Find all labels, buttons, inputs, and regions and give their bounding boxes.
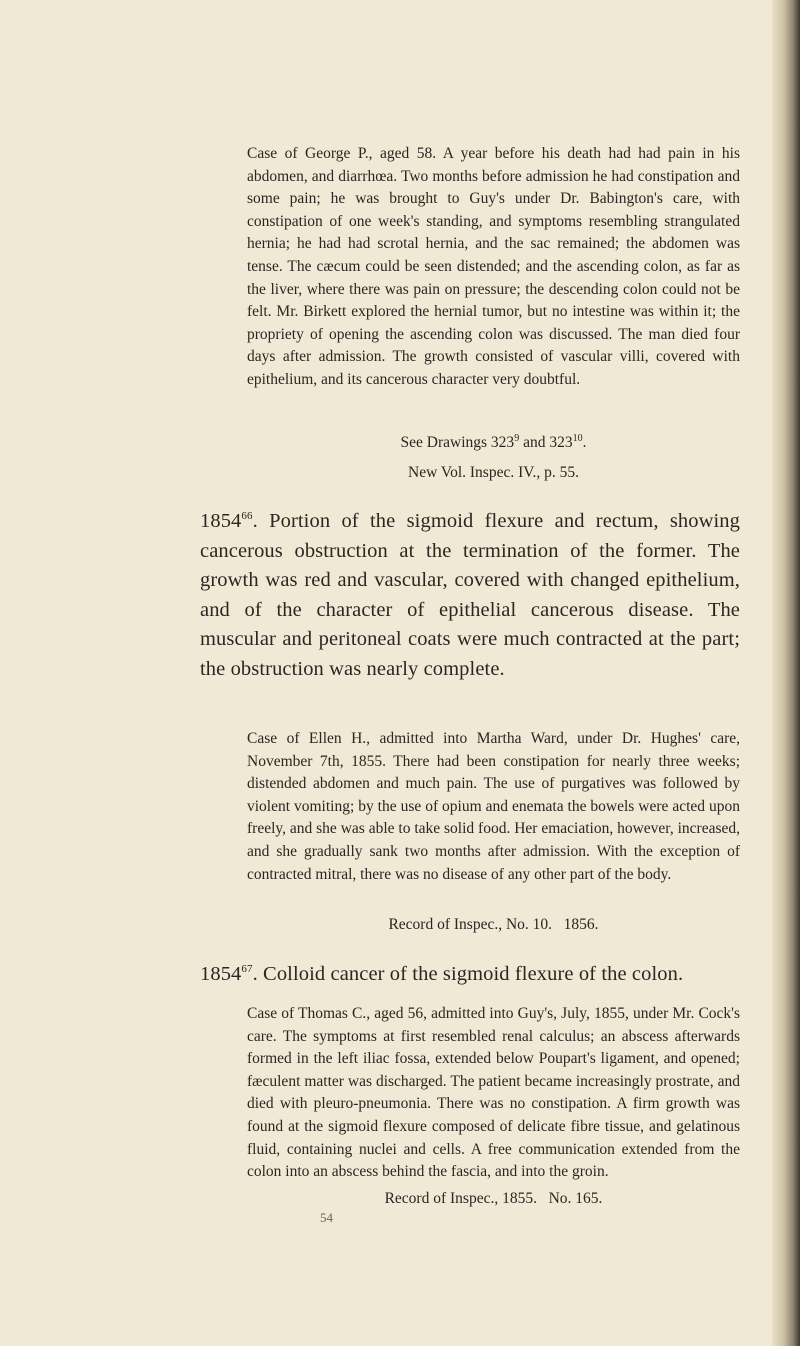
reference-3 [247,1188,740,1210]
entry-1-title: . Portion of the sigmoid flexure and rectum, showing cancerous obstruction at the termination of the former. The growth was red and vascular, covered with changed epithelium, and of the character of epithelial cancerous disease. The muscular and peritoneal coats were much contracted at the part; the obstruction was nearly complete. [200,510,740,680]
case-george-paragraph [247,143,740,392]
reference-1 [247,462,740,484]
reference-3-text: Record of Inspec., 1855. No. 165. [384,1190,603,1207]
see-drawings-suffix: . [582,434,587,451]
see-drawings-sup-2: 10 [572,432,583,444]
case-george-text: Case of George P., aged 58. A year before his death had had pain in his abdomen, and diarrhœa. Two months before admission he had constipation and some pain; he was brought to Guy's under Dr. Babington's care, with constipation of one week's standing, and symptoms resembling strangulated hernia; he had had scrotal hernia, and the sac remained; the abdomen was tense. The cæcum could be seen distended; and the ascending colon, as far as the liver, where there was pain on pressure; the descending colon could not be felt. Mr. Birkett explored the hernial tumor, but no intestine was within it; the propriety of opening the ascending colon was discussed. The man died four days after admission. The growth consisted of vascular villi, covered with epithelium, and its cancerous character very doubtful. [247,145,740,388]
case-ellen-paragraph [247,728,740,886]
reference-1-text: New Vol. Inspec. IV., p. 55. [408,464,579,481]
entry-2-number: 1854 [200,963,242,985]
page-number [320,1210,350,1226]
see-drawings-prefix: See Drawings 323 [400,434,515,451]
catalogue-entry-1854-67 [200,960,740,990]
entry-1-sup: 66 [241,510,253,523]
case-thomas-paragraph [247,1003,740,1184]
case-ellen-text: Case of Ellen H., admitted into Martha Ward, under Dr. Hughes' care, November 7th, 1855. There had been constipation for nearly three weeks; distended abdomen and much pain. The use of purgatives was followed by violent vomiting; by the use of opium and enemata the bowels were acted upon freely, and she was able to take solid food. Her emaciation, however, increased, and she gradually sank two months after admission. With the exception of contracted mitral, there was no disease of any other part of the body. [247,730,740,883]
page-number-text: 54 [320,1210,333,1225]
reference-2 [247,914,740,936]
reference-2-text: Record of Inspec., No. 10. 1856. [388,916,599,933]
case-thomas-text: Case of Thomas C., aged 56, admitted into Guy's, July, 1855, under Mr. Cock's care. The symptoms at first resembled renal calculus; an abscess afterwards formed in the left iliac fossa, extended below Poupart's ligament, and opened; fæculent matter was discharged. The patient became increasingly prostrate, and died with pleuro-pneumonia. There was no constipation. A firm growth was found at the sigmoid flexure composed of delicate fibre tissue, and gelatinous fluid, containing nuclei and cells. A free communication extended from the colon into an abscess behind the fascia, and into the groin. [247,1005,740,1181]
entry-1-number: 1854 [200,510,242,532]
entry-2-sup: 67 [241,963,253,976]
book-spine-edge [772,0,800,1346]
see-drawings-sup-1: 9 [514,432,520,444]
entry-2-title: . Colloid cancer of the sigmoid flexure of the colon. [252,963,684,985]
see-drawings-line [247,432,740,454]
see-drawings-middle: and 323 [519,434,573,451]
catalogue-entry-1854-66 [200,507,740,685]
